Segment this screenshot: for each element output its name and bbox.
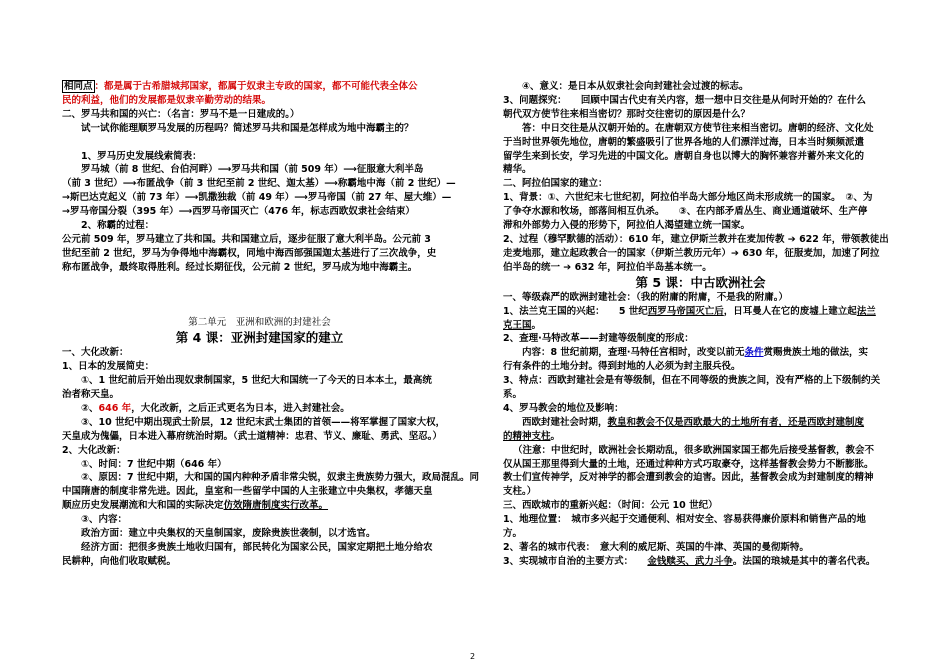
- text-line: 走麦地那，建立起政教合一的国家（伊斯兰教历元年）➔ 630 年，征服麦加，加速了阿拉: [503, 247, 880, 259]
- text-line: 治者称天皇。: [62, 388, 120, 400]
- text-line: 1、地理位置： 城市多兴起于交通便利、相对安全、容易获得廉价原料和销售产品的地: [503, 514, 866, 526]
- text-line: →罗马帝国分裂（395 年）⟶西罗马帝国灭亡（476 年，标志西欧奴隶社会结束）: [62, 206, 415, 218]
- text-line: 顺应历史发展潮流和大和国的实际决定仿效隋唐制度实行改革。: [62, 500, 329, 512]
- text-line: 2、查理·马特改革——封建等级制度的形成：: [503, 333, 694, 345]
- text-line: 教士们宣传神学，反对神学的都会遭到教会的迫害。因此，基督教会成为封建制度的精神: [503, 472, 874, 484]
- text-line: 民的利益，他们的发展都是奴隶辛勤劳动的结果。: [62, 94, 272, 106]
- text-line: 了争夺水源和牧场，部落间相互仇杀。 ③、在内部矛盾丛生、商业通道破坏、生产停: [503, 206, 868, 218]
- section-heading: 三、西欧城市的重新兴起：（时间：公元 10 世纪）: [503, 500, 718, 512]
- text-line: 3、实现城市自治的主要方式： 金钱赎买、武力斗争。法国的琅城是其中的著名代表。: [503, 555, 876, 567]
- text-line: 仅从国王那里得到大量的土地，还通过种种方式巧取豪夺，这样基督教会势力不断膨胀。: [503, 458, 874, 470]
- text-line: （前 3 世纪）⟶布匿战争（前 3 世纪至前 2 世纪、迦太基）⟶称霸地中海（前 2 世纪）—: [62, 178, 456, 190]
- text-line: 1、法兰克王国的兴起： 5 世纪西罗马帝国灭亡后，日耳曼人在它的废墟上建立起法兰: [503, 305, 876, 317]
- text-line: （注意：中世纪时，欧洲社会长期动乱，很多欧洲国家国王都先后接受基督教，教会不: [513, 444, 875, 456]
- text-line: 精华。: [503, 164, 532, 176]
- text-line: 2、过程（穆罕默德的活动）：610 年，建立伊斯兰教并在麦加传教 ➔ 622 年，带领教徒出: [503, 233, 889, 245]
- section-heading: 一、等级森严的欧洲封建社会：（我的附庸的附庸，不是我的附庸。）: [503, 291, 789, 303]
- text-line: 政治方面：建立中央集权的天皇制国家，废除贵族世袭制，以才选官。: [81, 528, 376, 540]
- lesson-title: 第 4 课：亚洲封建国家的建立: [175, 330, 344, 346]
- text-line: 2、称霸的过程：: [81, 220, 155, 232]
- text-line: 罗马城（前 8 世纪、台伯河畔）⟶罗马共和国（前 509 年）⟶征服意大利半岛: [81, 164, 424, 176]
- text-line: 中国隋唐的制度非常先进。因此，皇室和一些留学中国的人主张建立中央集权，孝德天皇: [62, 486, 433, 498]
- text-line: →斯巴达克起义（前 73 年）⟶凯撒独裁（前 49 年）⟶罗马帝国（前 27 年、屋大维）—: [62, 192, 452, 204]
- text-line: 公元前 509 年，罗马建立了共和国。共和国建立后，逐步征服了意大利半岛。公元前 3: [62, 233, 431, 245]
- text-line: 方。: [503, 528, 523, 540]
- left-column: [62, 80, 479, 569]
- text-line: 4、罗马教会的地位及影响：: [503, 402, 624, 414]
- boxed-label: 相同点: [64, 81, 93, 92]
- text-line: 伯半岛的统一 ➔ 632 年，阿拉伯半岛基本统一。: [503, 261, 712, 273]
- text-line: 系。: [503, 389, 523, 401]
- link-text[interactable]: 条件: [744, 347, 764, 359]
- text-line: 称布匿战争，最终取得胜利。经过长期征伐，公元前 2 世纪，罗马成为地中海霸主。: [62, 261, 418, 273]
- unit-title: 第二单元 亚洲和欧洲的封建社会: [188, 317, 331, 329]
- text-line: 于当时世界领先地位，唐朝的繁盛吸引了世界各地的人们漂洋过海，日本当时频频派遣: [503, 136, 865, 148]
- page-number: 2: [470, 652, 476, 661]
- text-line: 内容：8 世纪前期，查理·马特任宫相时，改变以前无条件赏赐贵族土地的做法，实: [522, 347, 869, 359]
- text-line: 2、著名的城市代表： 意大利的威尼斯、英国的牛津、英国的曼彻斯特。: [503, 542, 809, 553]
- section-heading: 二、阿拉伯国家的建立：: [503, 178, 608, 190]
- text-line: ②、原因：7 世纪中期，大和国的国内种种矛盾非常尖锐，奴隶主贵族势力强大，政局混乱。同: [81, 472, 479, 484]
- text-line: 朝代双方使节往来相当密切？那时交往密切的原因是什么？: [503, 108, 751, 120]
- text-line: ④、意义：是日本从奴隶社会向封建社会过渡的标志。: [522, 81, 749, 92]
- text-line: 支柱。）: [503, 486, 537, 498]
- text-line: ③、内容：: [81, 514, 128, 526]
- text-line: 3、特点：西欧封建社会是有等级制，但在不同等级的贵族之间，没有严格的上下级制约关: [503, 375, 881, 387]
- section-heading: 二、罗马共和国的兴亡：（名言：罗马不是一日建成的。）: [62, 108, 300, 120]
- text-line: 世纪至前 2 世纪，罗马为争得地中海霸权，同地中海西部强国迦太基进行了三次战争，史: [62, 247, 437, 259]
- text-line: 3、问题探究： 回顾中国古代史有关内容，想一想中日交往是从何时开始的？在什么: [503, 94, 866, 106]
- text-line: 试一试你能理顺罗马发展的历程吗？简述罗马共和国是怎样成为地中海霸主的？: [81, 122, 414, 134]
- text-line: ②、646 年，大化改新，之后正式更名为日本，进入封建社会。: [81, 402, 350, 414]
- text-line: 1、背景：①、六世纪末七世纪初，阿拉伯半岛大部分地区尚未形成统一的国家。 ②、为: [503, 192, 873, 204]
- text-line: 行有条件的土地分封。得到封地的人必须为封主服兵役。: [503, 361, 741, 373]
- text-line: 1、罗马历史发展线索简表：: [81, 150, 202, 162]
- text-line: 的精神支柱。: [503, 430, 561, 442]
- text-line: 2、大化改新：: [62, 444, 126, 456]
- text-line: 滞和外部势力入侵的形势下，阿拉伯人渴望建立统一国家。: [503, 220, 751, 232]
- text-line: 西欧封建社会时期，教皇和教会不仅是西欧最大的土地所有者，还是西欧封建制度: [522, 416, 865, 428]
- text-line: 天皇成为傀儡，日本进入幕府统治时期。（武士道精神：忠君、节义、廉耻、勇武、坚忍。）: [62, 430, 443, 442]
- text-line: 答：中日交往是从汉朝开始的。在唐朝双方使节往来相当密切。唐朝的经济、文化处: [522, 122, 874, 134]
- text-line: ③、10 世纪中期出现武士阶层，12 世纪末武士集团的首领——将军掌握了国家大权，: [81, 416, 446, 428]
- lesson-title: 第 5 课：中古欧洲社会: [635, 274, 766, 290]
- text-line: 相同点 ：都是属于古希腊城邦国家，都属于奴隶主专政的国家，都不可能代表全体公: [64, 81, 418, 92]
- section-heading: 一、大化改新：: [62, 347, 129, 359]
- text-line: 经济方面：把很多贵族土地收归国有，部民转化为国家公民，国家定期把土地分给农: [81, 541, 433, 553]
- text-line: 1、日本的发展简史：: [62, 361, 155, 373]
- right-column: [503, 80, 898, 569]
- text-line: ①、1 世纪前后开始出现奴隶制国家，5 世纪大和国统一了今天的日本本土，最高统: [81, 375, 432, 387]
- text-line: 民耕种，向他们收取赋税。: [62, 555, 177, 567]
- text-line: ①、时间：7 世纪中期（646 年）: [81, 458, 227, 470]
- text-line: 克王国。: [503, 319, 542, 331]
- text-line: 留学生来到长安，学习先进的中国文化。唐朝自身也以博大的胸怀兼容并蓄外来文化的: [503, 150, 865, 162]
